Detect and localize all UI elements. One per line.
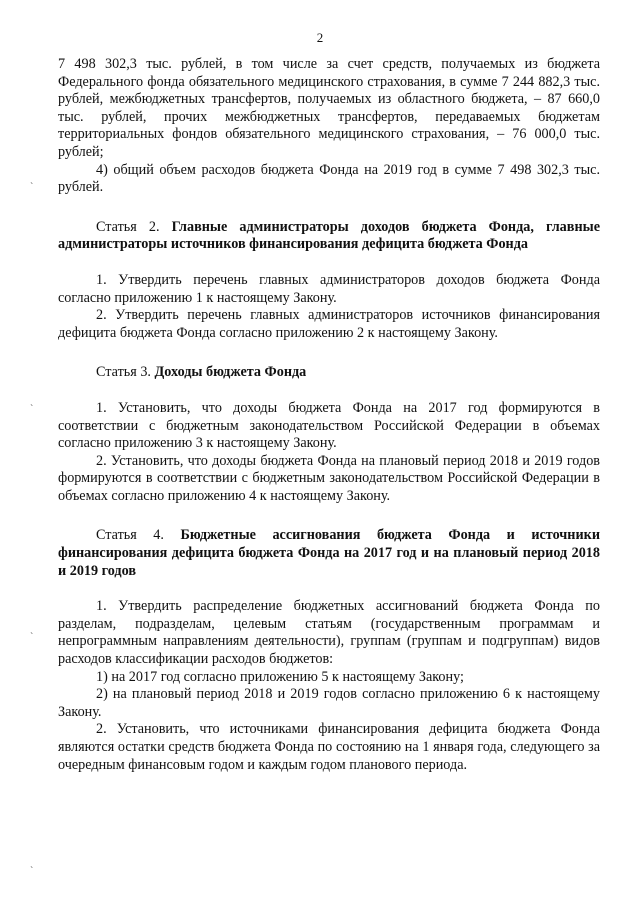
article-title: Доходы бюджета Фонда [154,364,307,381]
article-number: Статья 3. [96,364,155,381]
paragraph: 2. Установить, что источниками финансирования дефицита бюджета Фонда являются остатки средств бюджета Фонда по состоянию на 1 января года, следующего за очередным финансовым годом и каждым годом планового периода. [58,721,600,773]
article-title: Главные администраторы доходов бюджета Фонда, главные администраторы источников финансирования дефицита бюджета Фонда [58,218,600,253]
scan-mark: ` [30,182,34,193]
article-number: Статья 2. [96,218,172,235]
article-2-heading [58,219,600,254]
article-4-heading [58,527,600,580]
article-number: Статья 4. [96,527,181,544]
paragraph: 1. Утвердить перечень главных администраторов доходов бюджета Фонда согласно приложению 1 к настоящему Закону. [58,271,600,306]
paragraph: 2) на плановый период 2018 и 2019 годов согласно приложению 6 к настоящему Закону. [58,686,600,720]
paragraph: 1. Установить, что доходы бюджета Фонда на 2017 год формируются в соответствии с бюджетным законодательством Российской Федерации в объемах согласно приложению 3 к настоящему Закону. [58,399,600,452]
article-title: Бюджетные ассигнования бюджета Фонда и источники финансирования дефицита бюджета Фонда на 2017 год и на плановый период 2018 и 2019 годов [58,527,600,579]
document-body [58,56,600,774]
scan-mark: ` [30,866,34,877]
paragraph: 2. Утвердить перечень главных администраторов источников финансирования дефицита бюджета Фонда согласно приложению 2 к настоящему Закону. [58,307,600,341]
scan-mark: ` [30,404,34,415]
scan-mark: ` [30,632,34,643]
article-3-heading [58,364,600,382]
page-number: 2 [316,30,324,45]
paragraph: 1. Утвердить распределение бюджетных ассигнований бюджета Фонда по разделам, подразделам, целевым статьям (государственным программам и непрограммным направлениям деятельности), группам (группам и подгруппам) видов расходов классификации расходов бюджетов: [58,598,600,668]
paragraph: 1) на 2017 год согласно приложению 5 к настоящему Закону; [96,668,464,685]
paragraph: 7 498 302,3 тыс. рублей, в том числе за счет средств, получаемых из бюджета Федерального фонда обязательного медицинского страхования, в сумме 7 244 882,3 тыс. рублей, межбюджетных трансфертов, получаемых из областного бюджета, – 87 660,0 тыс. рублей, прочих межбюджетных трансфертов, передаваемых бюджетам территориальных фондов обязательного медицинского страхования, – 76 000,0 тыс. рублей; [58,56,600,160]
paragraph: 4) общий объем расходов бюджета Фонда на 2019 год в сумме 7 498 302,3 тыс. рублей. [58,161,600,196]
paragraph: 2. Установить, что доходы бюджета Фонда на плановый период 2018 и 2019 годов формируются в соответствии с бюджетным законодательством Российской Федерации в объемах согласно приложению 4 к настоящему Закону. [58,452,600,504]
